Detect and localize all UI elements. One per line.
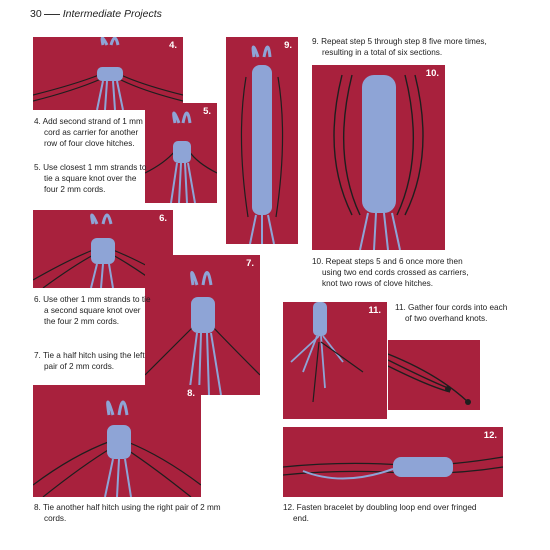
caption-step-6: 6. Use other 1 mm strands to tie a second square knot over the four 2 mm cords. — [34, 295, 151, 327]
photo-step-11 — [283, 302, 387, 419]
caption-step-12: 12. Fasten bracelet by doubling loop end over fringed end. — [283, 503, 477, 524]
photo-label: 5. — [203, 106, 211, 117]
photo-step-9 — [226, 37, 298, 244]
photo-step-5 — [145, 103, 217, 203]
caption-step-7: 7. Tie a half hitch using the left pair of 2 mm cords. — [34, 351, 145, 372]
header-rule — [44, 14, 60, 15]
photo-label: 6. — [159, 213, 167, 224]
caption-step-4: 4. Add second strand of 1 mm cord as carrier for another row of four clove hitches. — [34, 117, 143, 149]
macrame-photo-7 — [145, 255, 260, 395]
macrame-photo-10 — [312, 65, 445, 250]
macrame-photo-8 — [33, 385, 201, 497]
caption-step-11: 11. Gather four cords into each of two overhand knots. — [395, 303, 508, 324]
caption-step-9: 9. Repeat step 5 through step 8 five more times, resulting in a total of six sections. — [312, 37, 487, 58]
macrame-photo-5 — [145, 103, 217, 203]
macrame-photo-11-detail — [388, 340, 480, 410]
photo-label: 4. — [169, 40, 177, 51]
photo-step-11-detail — [388, 340, 480, 410]
photo-step-8 — [33, 385, 201, 497]
photo-step-7 — [145, 255, 260, 395]
page-number: 30 — [30, 8, 42, 20]
photo-step-10 — [312, 65, 445, 250]
page-title: Intermediate Projects — [62, 8, 162, 20]
macrame-photo-9 — [226, 37, 298, 244]
caption-step-8: 8. Tie another half hitch using the right pair of 2 mm cords. — [34, 503, 221, 524]
macrame-photo-11 — [283, 302, 387, 419]
photo-label: 8. — [187, 388, 195, 399]
photo-step-4 — [33, 37, 183, 110]
page-header — [30, 8, 162, 20]
caption-step-5: 5. Use closest 1 mm strands to tie a square knot over the four 2 mm cords. — [34, 163, 147, 195]
photo-label: 11. — [368, 305, 381, 316]
photo-label: 10. — [425, 68, 439, 79]
macrame-photo-4 — [33, 37, 183, 110]
caption-step-10: 10. Repeat steps 5 and 6 once more then using two end cords crossed as carriers, knot two rows of clove hitches. — [312, 257, 469, 289]
photo-label: 9. — [284, 40, 292, 51]
photo-label: 12. — [483, 430, 497, 441]
photo-label: 7. — [246, 258, 254, 269]
macrame-photo-12 — [283, 427, 503, 497]
photo-step-12 — [283, 427, 503, 497]
